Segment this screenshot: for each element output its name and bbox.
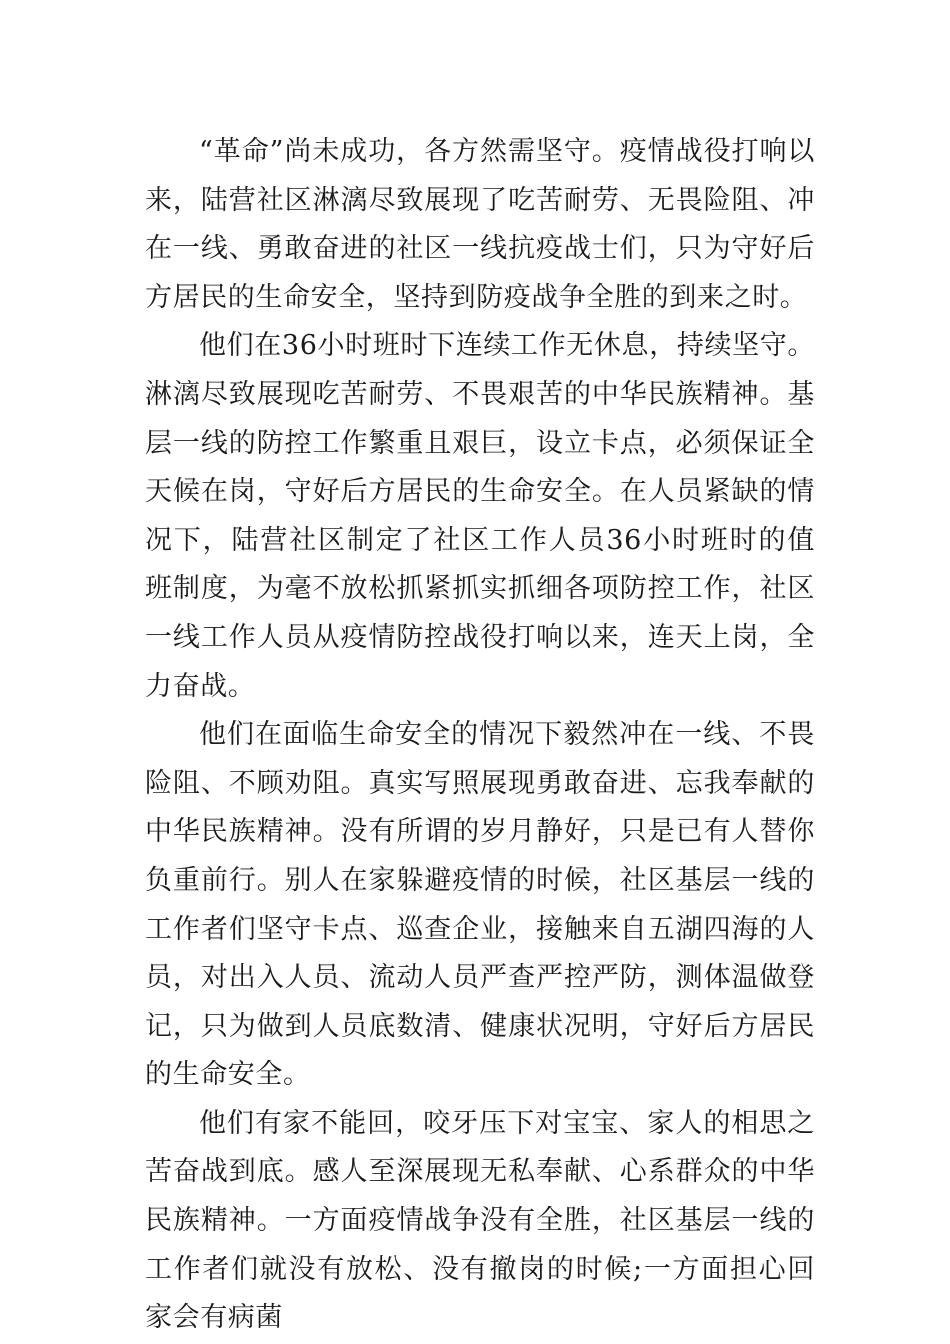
paragraph-1: “革命”尚未成功，各方然需坚守。疫情战役打响以来，陆营社区淋漓尽致展现了吃苦耐劳、无畏险阻、冲在一线、勇敢奋进的社区一线抗疫战士们，只为守好后方居民的生命安全，坚持到防疫战争全胜的到来之时。 [145, 136, 815, 313]
paragraph-2: 他们在36小时班时下连续工作无休息，持续坚守。淋漓尽致展现吃苦耐劳、不畏艰苦的中华民族精神。基层一线的防控工作繁重且艰巨，设立卡点，必须保证全天候在岗，守好后方居民的生命安全。在人员紧缺的情况下，陆营社区制定了社区工作人员36小时班时的值班制度，为毫不放松抓紧抓实抓细各项防控工作，社区一线工作人员从疫情防控战役打响以来，连天上岗，全力奋战。 [145, 330, 815, 702]
paragraph-4: 他们有家不能回，咬牙压下对宝宝、家人的相思之苦奋战到底。感人至深展现无私奉献、心系群众的中华民族精神。一方面疫情战争没有全胜，社区基层一线的工作者们就没有放松、没有撤岗的时候;一方面担心回家会有病菌 [145, 1107, 815, 1334]
paragraph-3: 他们在面临生命安全的情况下毅然冲在一线、不畏险阻、不顾劝阻。真实写照展现勇敢奋进、忘我奉献的中华民族精神。没有所谓的岁月静好，只是已有人替你负重前行。别人在家躲避疫情的时候，社区基层一线的工作者们坚守卡点、巡查企业，接触来自五湖四海的人员，对出入人员、流动人员严查严控严防，测体温做登记，只为做到人员底数清、健康状况明，守好后方居民的生命安全。 [145, 719, 815, 1091]
document-body [145, 128, 815, 1343]
